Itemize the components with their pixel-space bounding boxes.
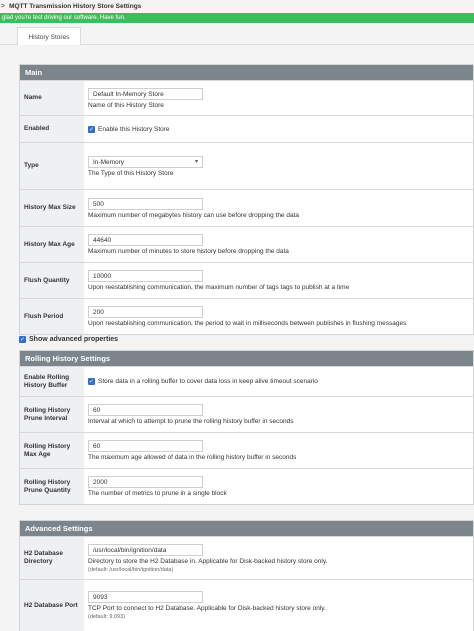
- prune-quantity-input[interactable]: 2000: [88, 476, 203, 488]
- enable-rolling-checkbox[interactable]: ✓: [89, 379, 95, 385]
- h2-directory-default: (default: /usr/local/bin/ignition/data): [88, 566, 174, 573]
- max-size-row: [20, 189, 473, 226]
- prune-interval-row: [20, 396, 473, 432]
- h2-port-row: [20, 579, 473, 631]
- enabled-row: [20, 115, 473, 142]
- name-label: Name: [20, 81, 84, 115]
- type-row: [20, 142, 473, 189]
- max-size-label: History Max Size: [20, 190, 84, 226]
- h2-directory-help: Directory to store the H2 Database in. Applicable for Disk-backed history store only.: [88, 557, 328, 565]
- rolling-max-age-input[interactable]: 60: [88, 440, 203, 452]
- name-input[interactable]: Default In-Memory Store: [88, 88, 203, 100]
- flush-quantity-row: [20, 262, 473, 298]
- name-help: Name of this History Store: [88, 101, 164, 109]
- rolling-history-panel: [19, 350, 474, 505]
- chevron-down-icon: ▾: [194, 158, 198, 165]
- type-label: Type: [20, 143, 84, 189]
- flush-period-help: Upon reestablishing communication, the period to wait in milliseconds between publishes in flushing messages: [88, 320, 407, 327]
- prune-interval-label: Rolling History Prune Interval: [20, 397, 84, 432]
- main-panel: [19, 64, 474, 335]
- prune-interval-input[interactable]: 60: [88, 404, 203, 416]
- max-age-input[interactable]: 44640: [88, 234, 203, 246]
- show-advanced-label: Show advanced properties: [29, 336, 119, 343]
- rolling-max-age-row: [20, 432, 473, 468]
- prune-quantity-row: [20, 468, 473, 504]
- h2-directory-row: [20, 536, 473, 579]
- max-age-help: Maximum number of minutes to store history before dropping the data: [88, 248, 289, 255]
- type-select-value: In-Memory: [93, 158, 125, 166]
- rolling-history-header: Rolling History Settings: [20, 351, 473, 366]
- h2-port-input[interactable]: 9093: [88, 591, 203, 603]
- type-help: The Type of this History Store: [88, 169, 174, 177]
- title-bar: [0, 0, 474, 13]
- trial-banner: glad you're test driving our software. Have fun.: [0, 13, 474, 23]
- name-row: [20, 80, 473, 115]
- max-size-help: Maximum number of megabytes history can use before dropping the data: [88, 211, 300, 219]
- tab-history-stores[interactable]: History Stores: [17, 27, 81, 46]
- h2-port-default: (default: 9,093): [88, 614, 125, 620]
- main-panel-header: Main: [20, 65, 473, 80]
- enabled-checkbox[interactable]: ✓: [89, 126, 95, 133]
- max-age-label: History Max Age: [20, 227, 84, 262]
- h2-port-label: H2 Database Port: [20, 580, 84, 631]
- advanced-settings-header: Advanced Settings: [20, 521, 473, 536]
- h2-directory-input[interactable]: /usr/local/bin/ignition/data: [88, 544, 203, 556]
- enabled-checkbox-label: Enable this History Store: [98, 125, 170, 133]
- tab-bar: [0, 23, 474, 45]
- prune-interval-help: Interval at which to attempt to prune the rolling history buffer in seconds: [88, 418, 294, 425]
- enable-rolling-label: Enable Rolling History Buffer: [20, 367, 84, 396]
- rolling-max-age-help: The maximum age allowed of data in the rolling history buffer in seconds: [88, 454, 297, 461]
- show-advanced-toggle[interactable]: [19, 336, 118, 343]
- max-size-input[interactable]: 500: [88, 198, 203, 210]
- flush-quantity-input[interactable]: 10000: [88, 270, 203, 282]
- prune-quantity-label: Rolling History Prune Quantity: [20, 469, 84, 504]
- h2-directory-label: H2 Database Directory: [20, 537, 84, 579]
- type-select[interactable]: [88, 156, 203, 168]
- flush-quantity-label: Flush Quantity: [20, 263, 84, 298]
- enable-rolling-row: [20, 366, 473, 396]
- rolling-max-age-label: Rolling History Max Age: [20, 433, 84, 468]
- prune-quantity-help: The number of metrics to prune in a single block: [88, 490, 227, 497]
- chevron-right-icon[interactable]: >: [1, 3, 6, 10]
- window-title: MQTT Transmission History Store Settings: [9, 3, 142, 10]
- flush-period-row: [20, 298, 473, 334]
- enable-rolling-checkbox-label: Store data in a rolling buffer to cover data loss in keep alive timeout scenario: [98, 378, 318, 385]
- enabled-label: Enabled: [20, 116, 84, 142]
- show-advanced-checkbox[interactable]: ✓: [20, 337, 26, 343]
- advanced-settings-panel: [19, 520, 474, 631]
- flush-quantity-help: Upon reestablishing communication, the maximum number of tags tags to publish at a time: [88, 284, 350, 291]
- flush-period-label: Flush Period: [20, 299, 84, 334]
- flush-period-input[interactable]: 200: [88, 306, 203, 318]
- h2-port-help: TCP Port to connect to H2 Database. Applicable for Disk-backed history store only.: [88, 605, 326, 612]
- max-age-row: [20, 226, 473, 262]
